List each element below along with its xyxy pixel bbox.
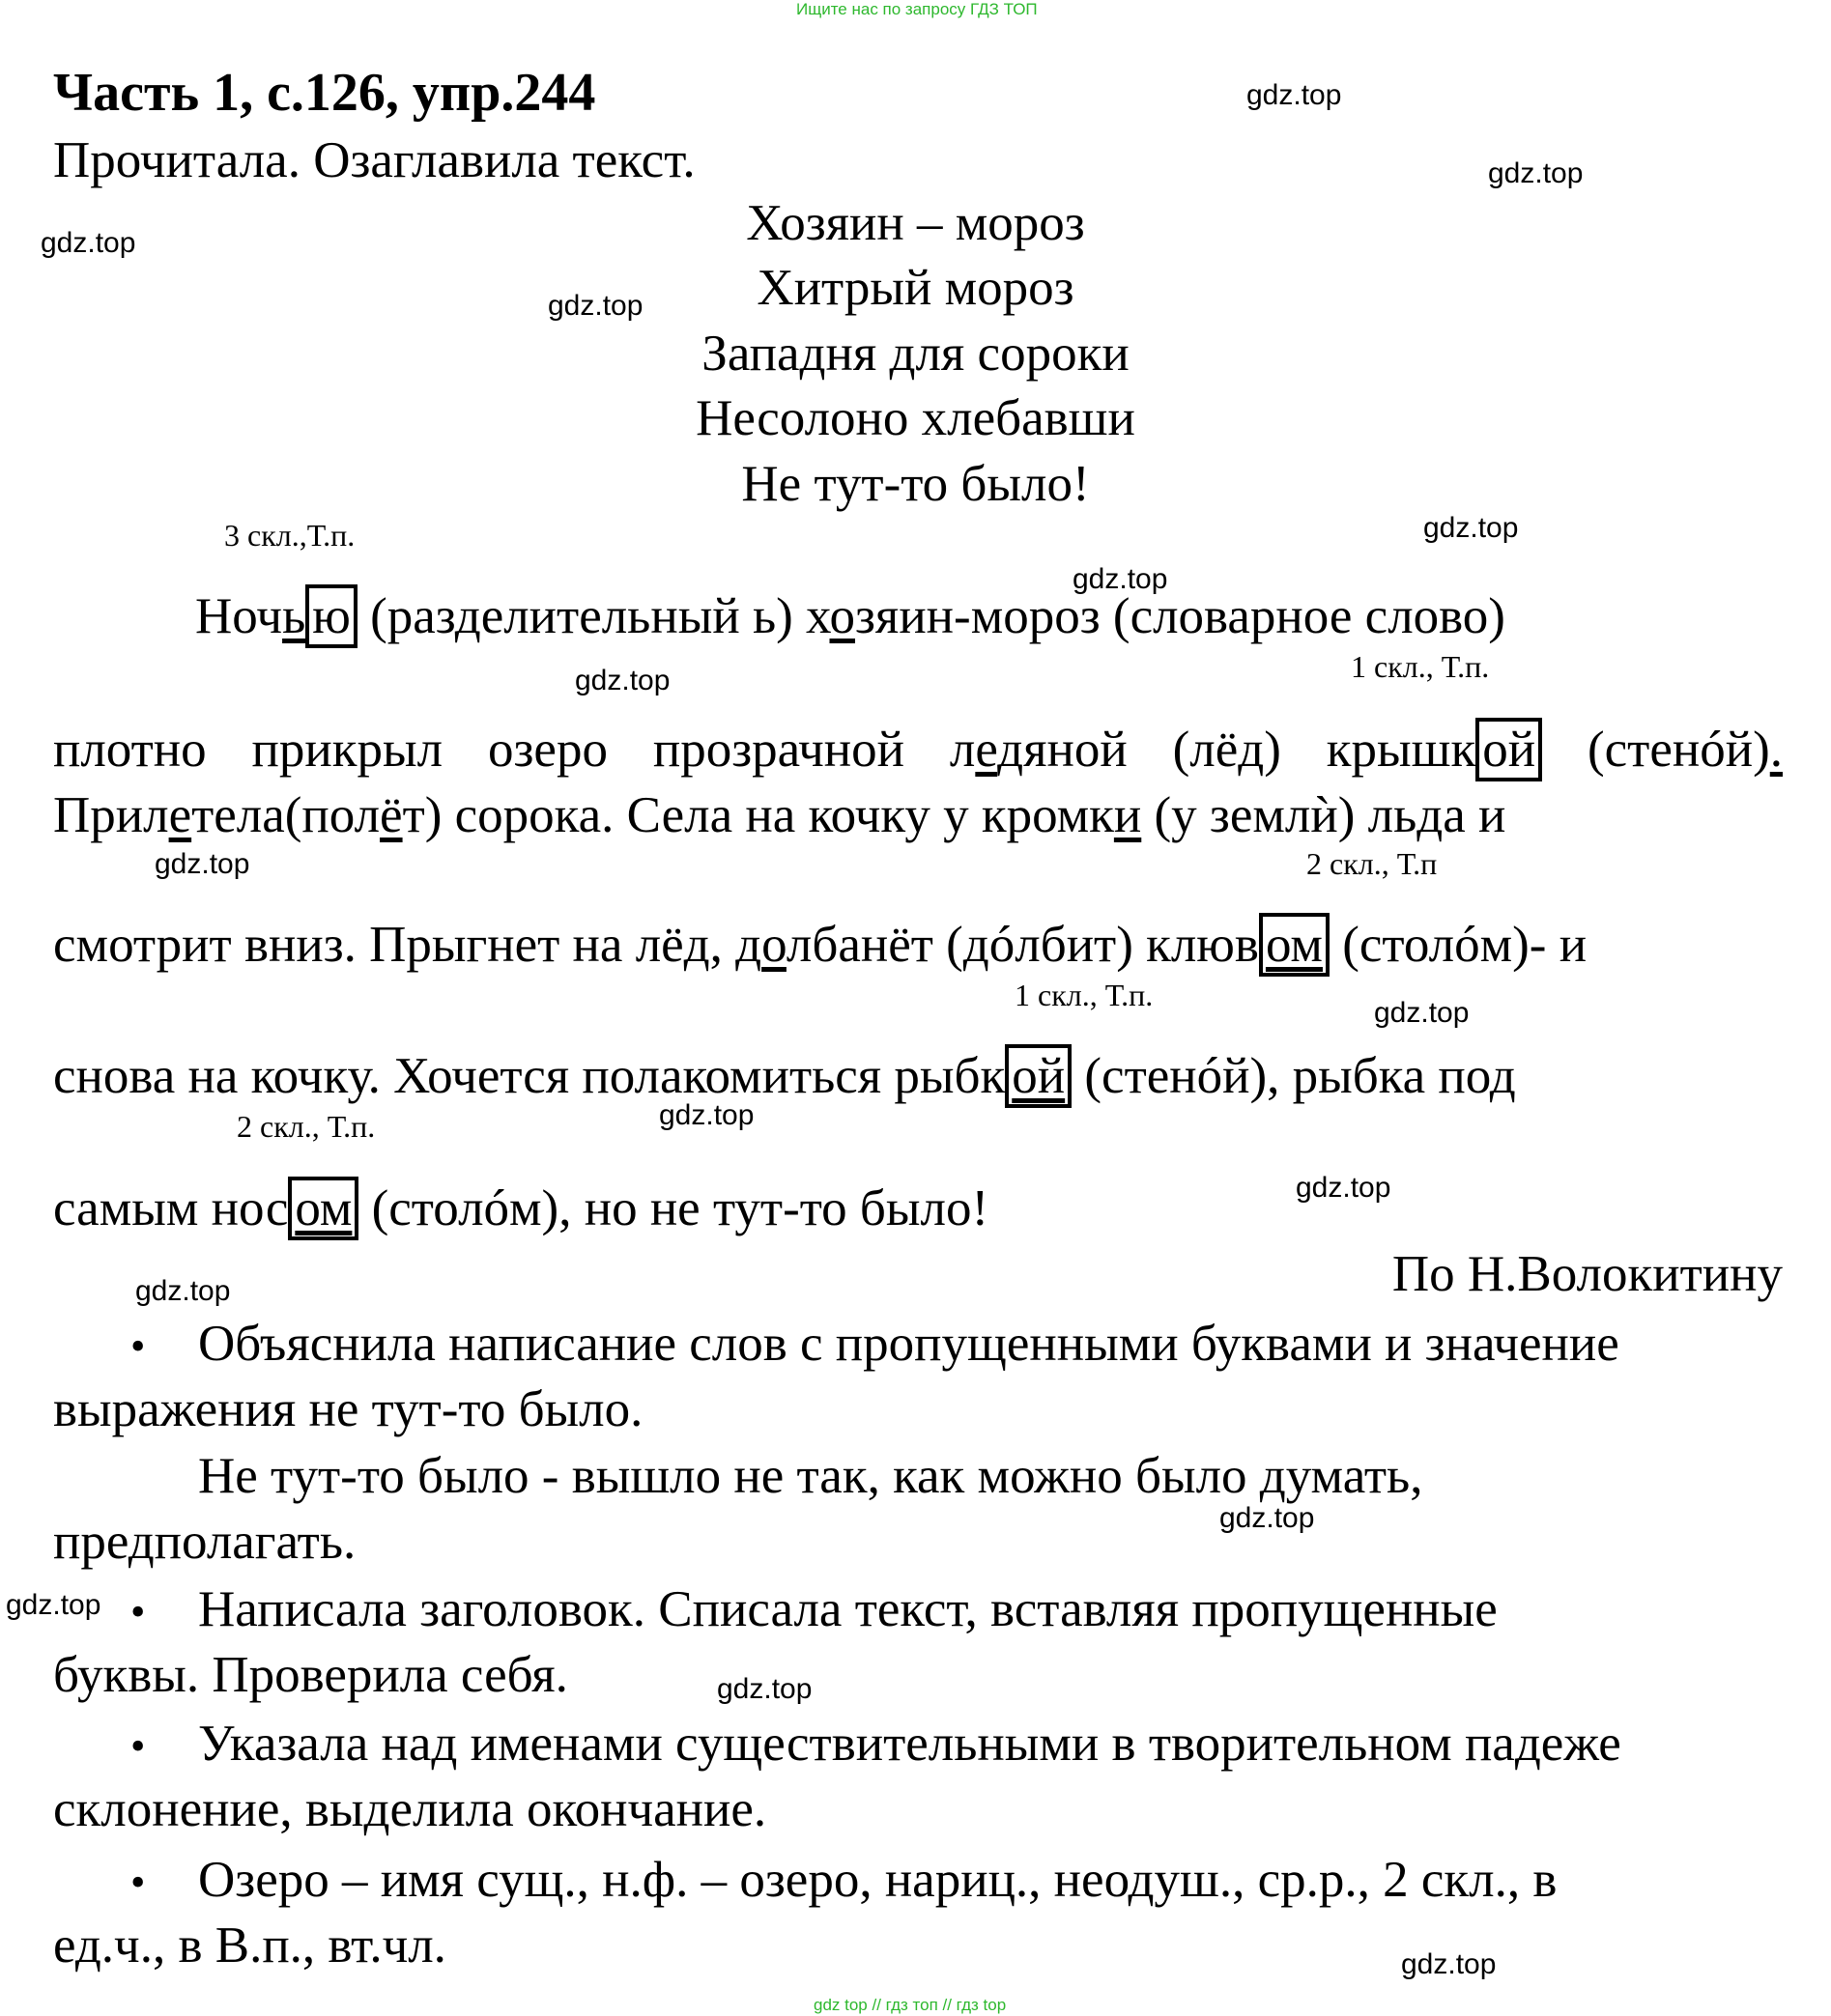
watermark: gdz.top bbox=[659, 1099, 755, 1131]
intro-text: Прочитала. Озаглавила текст. bbox=[53, 132, 696, 188]
page-title: Часть 1, с.126, упр.244 bbox=[53, 63, 596, 123]
declension-note: 2 скл., Т.п. bbox=[237, 1109, 376, 1144]
spelling-mark: е bbox=[975, 722, 998, 778]
watermark: gdz.top bbox=[1423, 512, 1519, 544]
watermark: gdz.top bbox=[135, 1275, 231, 1307]
watermark: gdz.top bbox=[548, 290, 644, 322]
bullet-text: Озеро – имя сущ., н.ф. – озеро, нариц., неодуш., ср.р., 2 скл., в bbox=[198, 1852, 1558, 1908]
heading-3: Западня для сороки bbox=[701, 326, 1130, 382]
bullet-text: Указала над именами существительными в творительном падеже bbox=[198, 1716, 1621, 1772]
spelling-mark: ё bbox=[380, 787, 403, 843]
watermark: gdz.top bbox=[1401, 1948, 1497, 1980]
text-line-6 bbox=[53, 1180, 989, 1236]
text-fragment: самым нос bbox=[53, 1180, 289, 1236]
text-fragment: Ноч bbox=[195, 588, 283, 644]
watermark: gdz.top bbox=[575, 665, 671, 696]
text-fragment: дяной (лёд) крышк bbox=[997, 722, 1476, 778]
watermark: gdz.top bbox=[1073, 563, 1168, 595]
bullet-text: Объяснила написание слов с пропущенными буквами и значение bbox=[198, 1316, 1619, 1372]
bullet-symbol: • bbox=[130, 1722, 146, 1770]
definition-text-continued: предполагать. bbox=[53, 1514, 357, 1570]
text-fragment: . bbox=[1769, 722, 1783, 778]
watermark: gdz.top bbox=[1219, 1502, 1315, 1534]
definition-text: Не тут-то было - вышло не так, как можно было думать, bbox=[198, 1448, 1423, 1504]
bullet-text-continued: склонение, выделила окончание. bbox=[53, 1781, 767, 1837]
text-line-2 bbox=[53, 724, 1783, 776]
text-line-1 bbox=[195, 588, 1505, 644]
text-fragment: (стенóй), рыбка под bbox=[1072, 1048, 1516, 1104]
bullet-text-continued: выражения не тут-то было. bbox=[53, 1381, 644, 1437]
text-fragment: столóм)- и bbox=[1359, 917, 1588, 973]
bullet-text-continued: буквы. Проверила себя. bbox=[53, 1647, 568, 1703]
bullet-symbol: • bbox=[130, 1322, 146, 1370]
text-line-4 bbox=[53, 917, 1588, 973]
top-banner: Ищите нас по запросу ГДЗ ТОП bbox=[796, 0, 1038, 18]
bullet-symbol: • bbox=[130, 1859, 146, 1906]
text-fragment: лбанёт (дóлбит) клюв bbox=[786, 917, 1259, 973]
text-fragment: т) сорока. Села на кочку у кромк bbox=[402, 787, 1114, 843]
spelling-mark: о bbox=[761, 917, 787, 973]
author-credit: По Н.Волокитину bbox=[1391, 1246, 1783, 1302]
watermark: gdz.top bbox=[1246, 79, 1342, 111]
text-fragment: (разделительный ь) х bbox=[357, 588, 830, 644]
footer-watermark: gdz top // гдз топ // гдз top bbox=[814, 1996, 1007, 2014]
ending-box: ой bbox=[1005, 1044, 1072, 1108]
watermark: gdz.top bbox=[6, 1589, 101, 1621]
text-fragment: смотрит вниз. Прыгнет на лёд, д bbox=[53, 917, 762, 973]
text-fragment: (столóм), но не тут-то было! bbox=[358, 1180, 989, 1236]
spelling-mark: и bbox=[1113, 787, 1142, 843]
ending-box: ю bbox=[305, 584, 358, 648]
watermark: gdz.top bbox=[1374, 997, 1470, 1029]
declension-note: 2 скл., Т.п bbox=[1306, 846, 1438, 881]
watermark: gdz.top bbox=[1296, 1172, 1391, 1204]
heading-1: Хозяин – мороз bbox=[746, 195, 1085, 251]
heading-5: Не тут-то было! bbox=[741, 456, 1090, 512]
watermark: gdz.top bbox=[41, 227, 136, 259]
text-fragment: ( bbox=[1329, 917, 1359, 973]
heading-2: Хитрый мороз bbox=[757, 260, 1074, 316]
bullet-symbol: • bbox=[130, 1588, 146, 1635]
ending-box: ом bbox=[288, 1177, 358, 1240]
text-fragment: плотно прикрыл озеро прозрачной л bbox=[53, 722, 976, 778]
bullet-text: Написала заголовок. Списала текст, вставляя пропущенные bbox=[198, 1581, 1498, 1637]
watermark: gdz.top bbox=[717, 1673, 813, 1705]
heading-4: Несолоно хлебавши bbox=[696, 390, 1135, 446]
ending-box: ом bbox=[1259, 913, 1330, 977]
text-line-3 bbox=[53, 787, 1506, 843]
spelling-mark: о bbox=[829, 588, 855, 644]
bullet-text-continued: ед.ч., в В.п., вт.чл. bbox=[53, 1917, 446, 1973]
text-line-5 bbox=[53, 1048, 1516, 1104]
text-fragment: зяин-мороз (словарное слово) bbox=[855, 588, 1505, 644]
declension-note: 1 скл., Т.п. bbox=[1351, 649, 1490, 684]
watermark: gdz.top bbox=[1488, 157, 1584, 189]
text-fragment: (у землѝ) льда и bbox=[1141, 787, 1506, 843]
text-fragment: тела(пол bbox=[191, 787, 381, 843]
declension-note: 1 скл., Т.п. bbox=[1015, 978, 1154, 1012]
text-fragment: Прил bbox=[53, 787, 169, 843]
declension-note: 3 скл.,Т.п. bbox=[224, 518, 356, 553]
watermark: gdz.top bbox=[155, 848, 250, 880]
text-fragment: снова на кочку. Хочется полакомиться рыбк bbox=[53, 1048, 1006, 1104]
spelling-mark: ь bbox=[282, 588, 306, 644]
text-fragment: (стенóй) bbox=[1542, 722, 1770, 778]
spelling-mark: е bbox=[168, 787, 192, 843]
ending-box: ой bbox=[1475, 718, 1542, 781]
